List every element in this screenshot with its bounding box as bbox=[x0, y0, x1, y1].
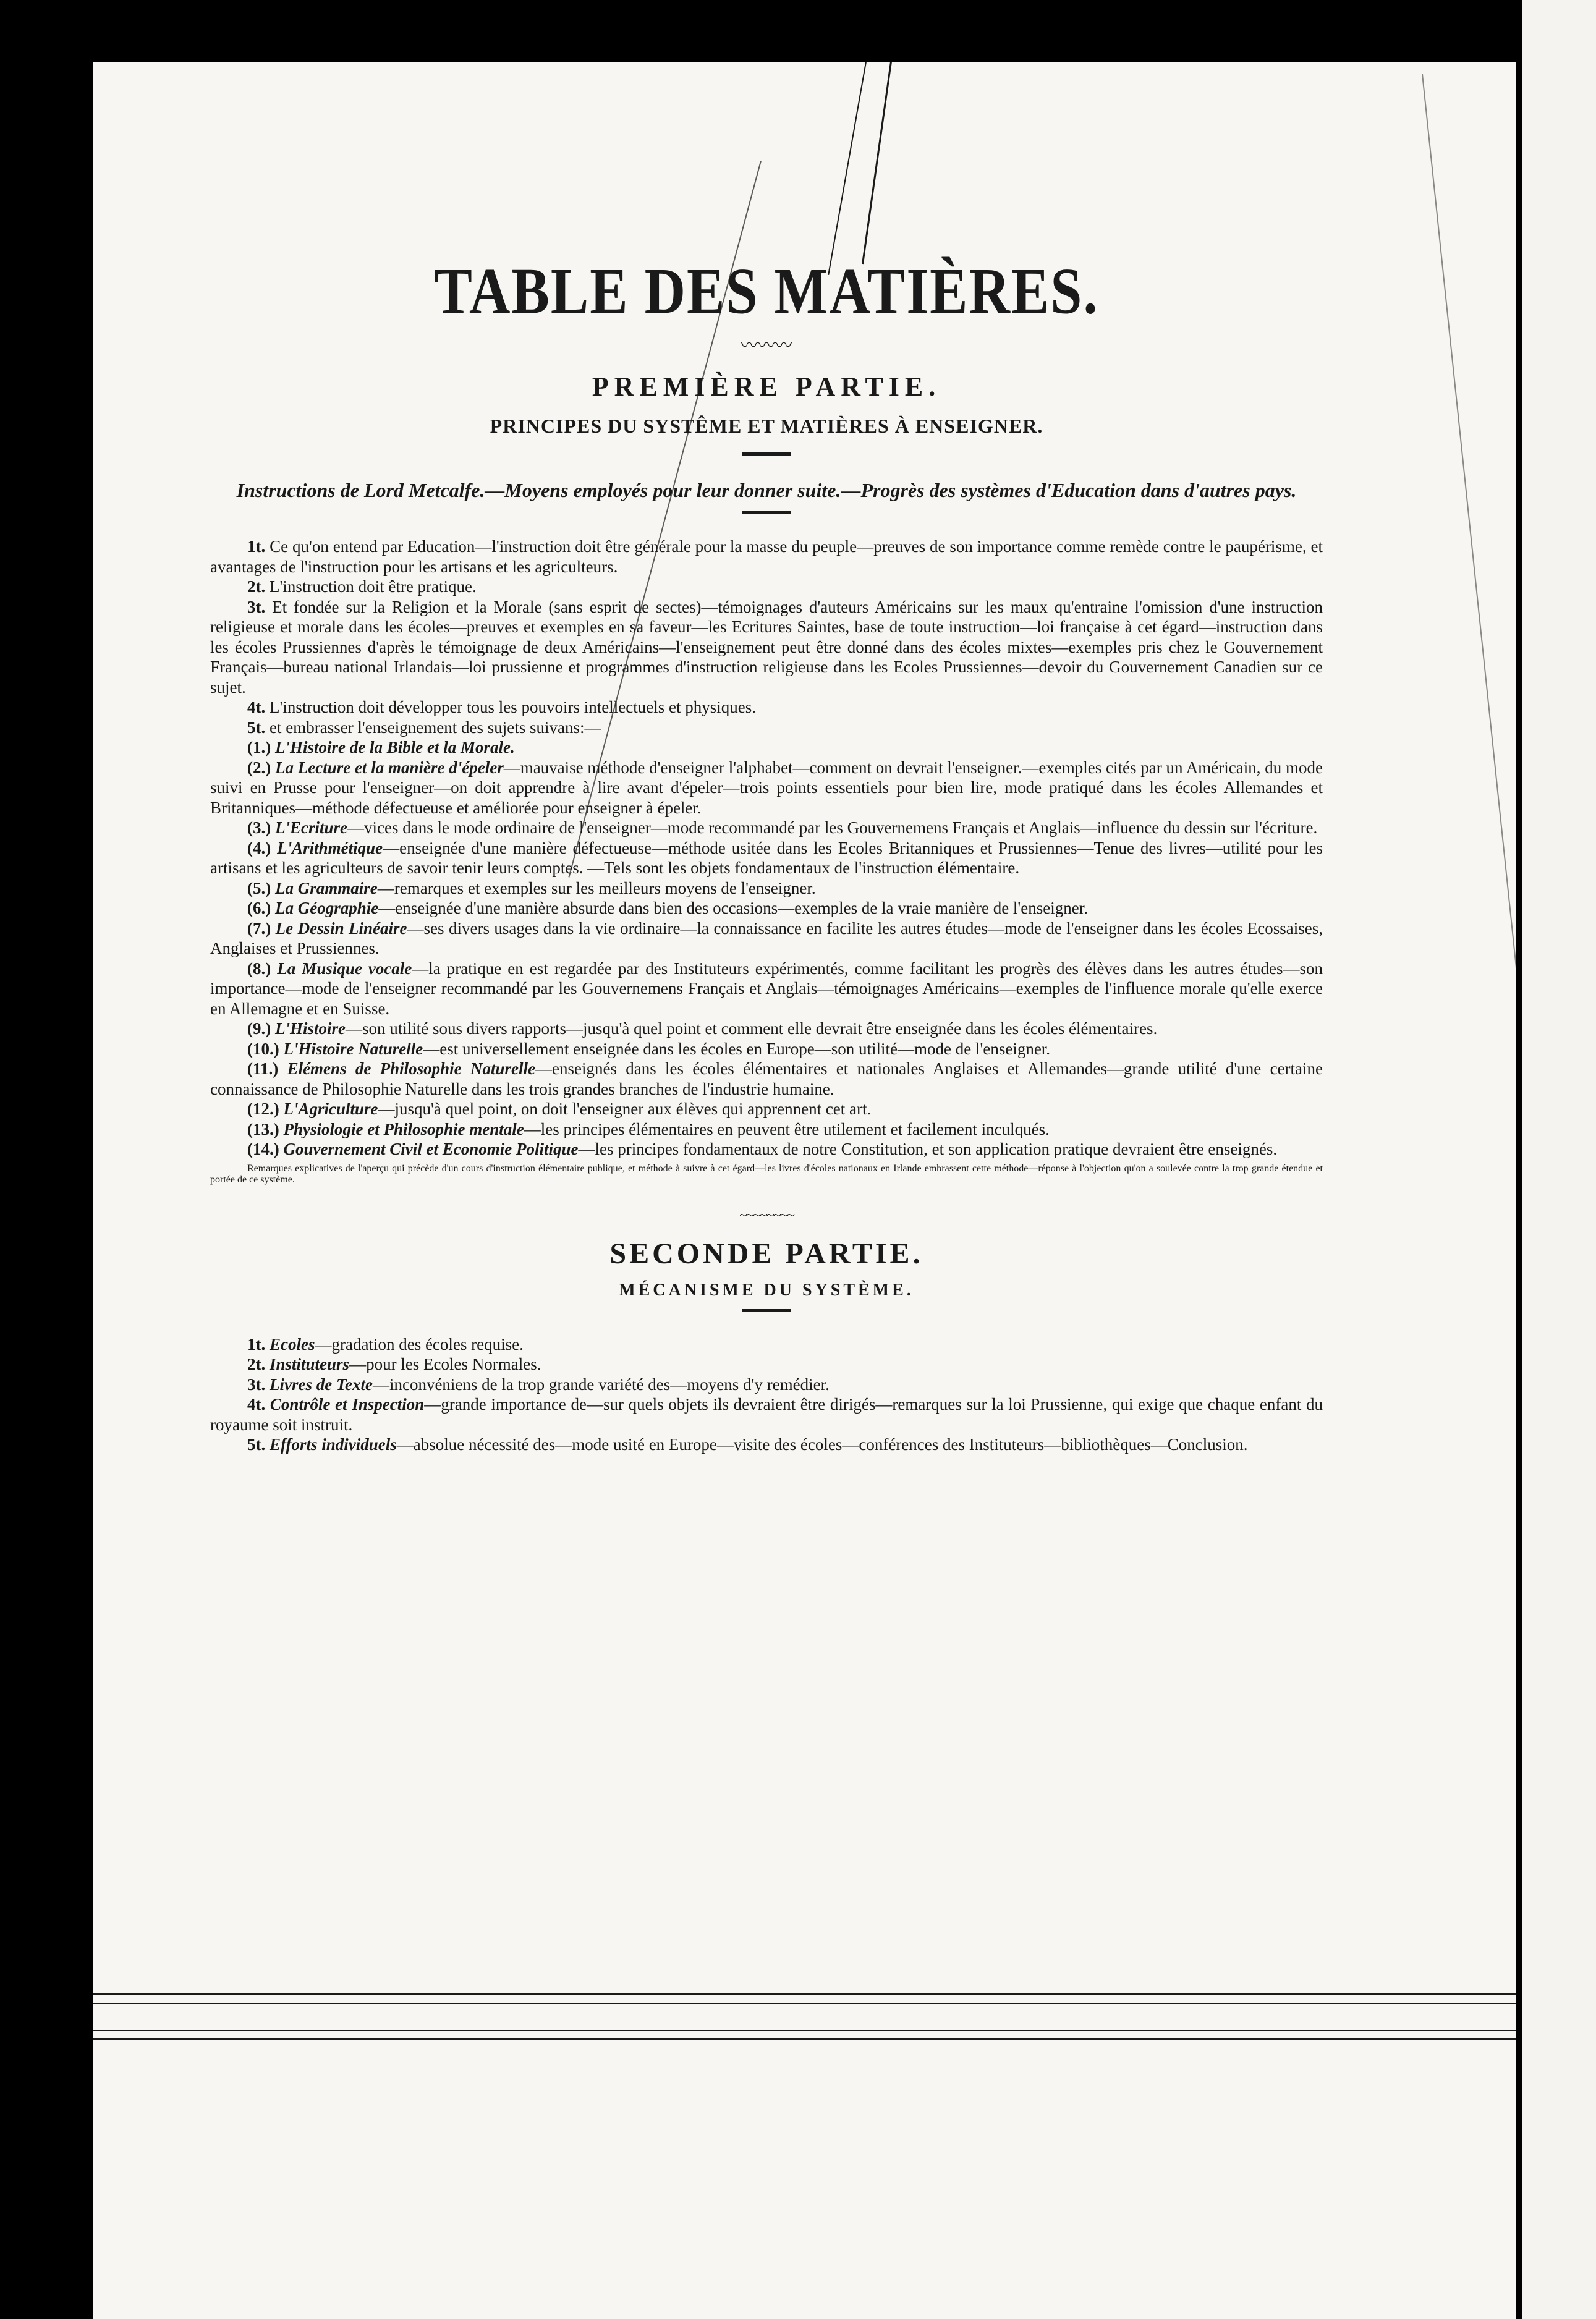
entry-number: 1t. bbox=[247, 1334, 266, 1354]
entry-topic: L'Histoire de la Bible et la Morale. bbox=[274, 738, 515, 757]
entry-topic: Ecoles bbox=[270, 1334, 315, 1354]
entry-text: —pour les Ecoles Normales. bbox=[349, 1355, 541, 1373]
section-rule bbox=[742, 1309, 791, 1312]
section-rule bbox=[742, 511, 791, 514]
entry-number: 4t. bbox=[247, 698, 266, 716]
entry-number: (13.) bbox=[247, 1119, 279, 1138]
toc-entry bbox=[210, 1139, 1323, 1160]
part2-entries bbox=[210, 1334, 1323, 1455]
adjacent-page-edge bbox=[1516, 0, 1596, 2319]
toc-entry bbox=[210, 597, 1323, 698]
scanned-page bbox=[93, 62, 1521, 2319]
entry-number: (3.) bbox=[247, 818, 271, 837]
entry-number: 4t. bbox=[247, 1395, 266, 1414]
entry-number: (14.) bbox=[247, 1140, 279, 1158]
entry-topic: Livres de Texte bbox=[270, 1375, 373, 1394]
part1-entries bbox=[210, 536, 1323, 1160]
entry-text: L'instruction doit développer tous les pouvoirs intellectuels et physiques. bbox=[270, 698, 756, 716]
entry-topic: Instituteurs bbox=[270, 1355, 350, 1373]
entry-number: (1.) bbox=[247, 738, 271, 757]
entry-number: (4.) bbox=[247, 838, 271, 857]
entry-topic: Contrôle et Inspection bbox=[270, 1395, 425, 1414]
toc-entry bbox=[210, 1354, 1323, 1375]
toc-entry bbox=[210, 959, 1323, 1019]
entry-topic: La Grammaire bbox=[274, 878, 378, 897]
film-scratch bbox=[828, 62, 867, 275]
entry-text: Et fondée sur la Religion et la Morale (sans esprit de sectes)—témoignages d'auteurs Américains sur les maux qu'entraine l'omission d'une instruction religieuse et morale dans les écoles—preuves et exemples en sa faveur—les Ecritures Saintes, base de toute instruction—loi française à cet égard—instruction dans les écoles Prussiennes d'après le témoignage de deux Américains—l'enseignement peut être donné dans des écoles mixtes—exemples pris chez le Gouvernement Français—bureau national Irlandais—loi prussienne et programmes d'instruction religieuse dans les Ecoles Prussiennes—devoir du Gouvernement Canadien sur ce sujet. bbox=[210, 597, 1323, 697]
toc-entry bbox=[210, 1119, 1323, 1140]
footer-rules bbox=[93, 1993, 1521, 2040]
toc-entry bbox=[210, 1019, 1323, 1039]
title-ornament: 〰〰〰 bbox=[740, 336, 792, 355]
entry-number: 2t. bbox=[247, 1355, 266, 1373]
entry-number: (9.) bbox=[247, 1019, 271, 1038]
part1-intro: Instructions de Lord Metcalfe.—Moyens employés pour leur donner suite.—Progrès des systèmes d'Education dans d'autres pays. bbox=[236, 479, 1297, 501]
entry-text: —la pratique en est regardée par des Instituteurs expérimentés, comme facilitant les progrès des élèves dans les autres études—son importance—mode de l'enseigner recommandé par les Gouvernemens Français et Anglais—témoignages Américains—exemples de l'influence morale qu'elle exerce en Allemagne et en Suisse. bbox=[210, 959, 1323, 1018]
film-scratch bbox=[862, 62, 892, 264]
toc-entry bbox=[210, 898, 1323, 918]
entry-topic: La Géographie bbox=[274, 899, 379, 917]
toc-entry bbox=[210, 918, 1323, 959]
toc-entry bbox=[210, 878, 1323, 899]
toc-entry bbox=[210, 838, 1323, 878]
toc-entry bbox=[210, 697, 1323, 718]
toc-entry bbox=[210, 1039, 1323, 1059]
entry-topic: L'Ecriture bbox=[274, 818, 347, 837]
part1-remarks: Remarques explicatives de l'aperçu qui précède d'un cours d'instruction élémentaire publique, et méthode à suivre à cet égard—les livres d'écoles nationaux en Irlande embrassent cette méthode—réponse à l'objection qu'on a soulevée contre la trop grande étendue et portée de ce système. bbox=[210, 1163, 1323, 1185]
toc-entry bbox=[210, 818, 1323, 838]
section-rule bbox=[742, 452, 791, 456]
entry-text: —absolue nécessité des—mode usité en Europe—visite des écoles—conférences des Instituteurs—bibliothèques—Conclusion. bbox=[396, 1435, 1248, 1454]
entry-number: (12.) bbox=[247, 1100, 279, 1118]
table-of-contents bbox=[210, 253, 1323, 1455]
entry-number: (6.) bbox=[247, 899, 271, 917]
entry-text: —enseignés dans les écoles élémentaires et nationales Anglaises et Allemandes—grande utilité d'une certaine connaissance de Philosophie Naturelle dans les trois grandes branches de l'industrie humaine. bbox=[210, 1059, 1323, 1098]
entry-text: L'instruction doit être pratique. bbox=[270, 577, 477, 596]
part2-title: SECONDE PARTIE. bbox=[609, 1237, 923, 1270]
toc-entry bbox=[210, 1435, 1323, 1455]
entry-topic: La Musique vocale bbox=[277, 959, 412, 978]
entry-number: 1t. bbox=[247, 537, 266, 556]
entry-number: 3t. bbox=[247, 1375, 266, 1394]
toc-entry bbox=[210, 1059, 1323, 1099]
part-separator: ~~~~~~~~ bbox=[739, 1207, 794, 1224]
entry-topic: L'Histoire bbox=[274, 1019, 346, 1038]
part1-title: PREMIÈRE PARTIE. bbox=[592, 371, 941, 402]
entry-number: 3t. bbox=[247, 597, 266, 616]
entry-text: —enseignée d'une manière absurde dans bien des occasions—exemples de la vraie manière de l'enseigner. bbox=[378, 899, 1089, 917]
toc-entry bbox=[210, 577, 1323, 597]
toc-entry bbox=[210, 1334, 1323, 1355]
entry-text: —gradation des écoles requise. bbox=[315, 1334, 524, 1354]
entry-text: —son utilité sous divers rapports—jusqu'à quel point et comment elle devrait être enseignée dans les écoles élémentaires. bbox=[345, 1019, 1158, 1038]
entry-text: —remarques et exemples sur les meilleurs moyens de l'enseigner. bbox=[377, 878, 816, 897]
entry-number: (2.) bbox=[247, 758, 271, 777]
part2-subtitle: MÉCANISME DU SYSTÈME. bbox=[619, 1280, 914, 1300]
entry-text: et embrasser l'enseignement des sujets suivans:— bbox=[270, 718, 601, 737]
entry-topic: Elémens de Philosophie Naturelle bbox=[287, 1059, 535, 1078]
entry-number: (7.) bbox=[247, 918, 271, 938]
entry-text: —inconvéniens de la trop grande variété des—moyens d'y remédier. bbox=[372, 1375, 830, 1394]
toc-entry bbox=[210, 758, 1323, 818]
entry-number: (10.) bbox=[247, 1039, 279, 1058]
entry-number: 2t. bbox=[247, 577, 266, 596]
entry-text: —grande importance de—sur quels objets ils devraient être dirigés—remarques sur la loi Prussienne, qui exige que chaque enfant du royaume soit instruit. bbox=[210, 1395, 1323, 1434]
toc-entry bbox=[210, 1375, 1323, 1395]
toc-entry bbox=[210, 737, 1323, 758]
entry-text: —ses divers usages dans la vie ordinaire—la connaissance en facilite les autres études—mode de l'enseigner dans les écoles Ecossaises, Anglaises et Prussiennes. bbox=[210, 918, 1323, 957]
part1-subtitle: PRINCIPES DU SYSTÊME ET MATIÈRES À ENSEIGNER. bbox=[490, 415, 1043, 437]
document-title: TABLE DES MATIÈRES. bbox=[434, 255, 1099, 328]
entry-text: Ce qu'on entend par Education—l'instruction doit être générale pour la masse du peuple—preuves de son importance comme remède contre le paupérisme, et avantages de l'instruction pour les artisans et les agriculteurs. bbox=[210, 537, 1323, 576]
entry-topic: L'Agriculture bbox=[283, 1100, 378, 1118]
toc-entry bbox=[210, 1394, 1323, 1435]
entry-text: —jusqu'à quel point, on doit l'enseigner aux élèves qui apprennent cet art. bbox=[378, 1100, 872, 1118]
toc-entry bbox=[210, 718, 1323, 738]
entry-topic: Efforts individuels bbox=[270, 1435, 397, 1454]
entry-topic: L'Arithmétique bbox=[277, 838, 383, 857]
toc-entry bbox=[210, 536, 1323, 577]
entry-text: —vices dans le mode ordinaire de l'enseigner—mode recommandé par les Gouvernemens Français et Anglais—influence du dessin sur l'écriture. bbox=[347, 818, 1318, 837]
entry-topic: Gouvernement Civil et Economie Politique bbox=[283, 1140, 579, 1158]
entry-topic: Physiologie et Philosophie mentale bbox=[283, 1119, 524, 1138]
entry-text: —enseignée d'une manière défectueuse—méthode usitée dans les Ecoles Britanniques et Prussiennes—Tenue des livres—utilité pour les artisans et les agriculteurs de savoir tenir leurs comptes. —Tels sont les objets fondamentaux de l'instruction élémentaire. bbox=[210, 838, 1323, 877]
entry-topic: L'Histoire Naturelle bbox=[283, 1039, 423, 1058]
entry-number: (8.) bbox=[247, 959, 271, 978]
entry-number: (11.) bbox=[247, 1059, 279, 1078]
film-scratch bbox=[1422, 74, 1521, 1119]
entry-topic: Le Dessin Linéaire bbox=[275, 918, 407, 938]
entry-text: —les principes fondamentaux de notre Constitution, et son application pratique devraient être enseignés. bbox=[578, 1140, 1278, 1158]
entry-topic: La Lecture et la manière d'épeler bbox=[275, 758, 504, 777]
entry-number: (5.) bbox=[247, 878, 271, 897]
entry-number: 5t. bbox=[247, 718, 266, 737]
entry-text: —les principes élémentaires en peuvent être utilement et facilement inculqués. bbox=[524, 1119, 1050, 1138]
toc-entry bbox=[210, 1099, 1323, 1119]
entry-number: 5t. bbox=[247, 1435, 266, 1454]
entry-text: —est universellement enseignée dans les écoles en Europe—son utilité—mode de l'enseigner. bbox=[423, 1039, 1051, 1058]
entry-text: —mauvaise méthode d'enseigner l'alphabet—comment on devrait l'enseigner.—exemples cités par un Américain, du mode suivi en Prusse pour l'enseigner—on doit apprendre à lire avant d'épeler—trois points essentiels pour bien lire, mode pratiqué dans les écoles Allemandes et Britanniques—méthode défectueuse et améliorée pour enseigner à épeler. bbox=[210, 758, 1323, 817]
